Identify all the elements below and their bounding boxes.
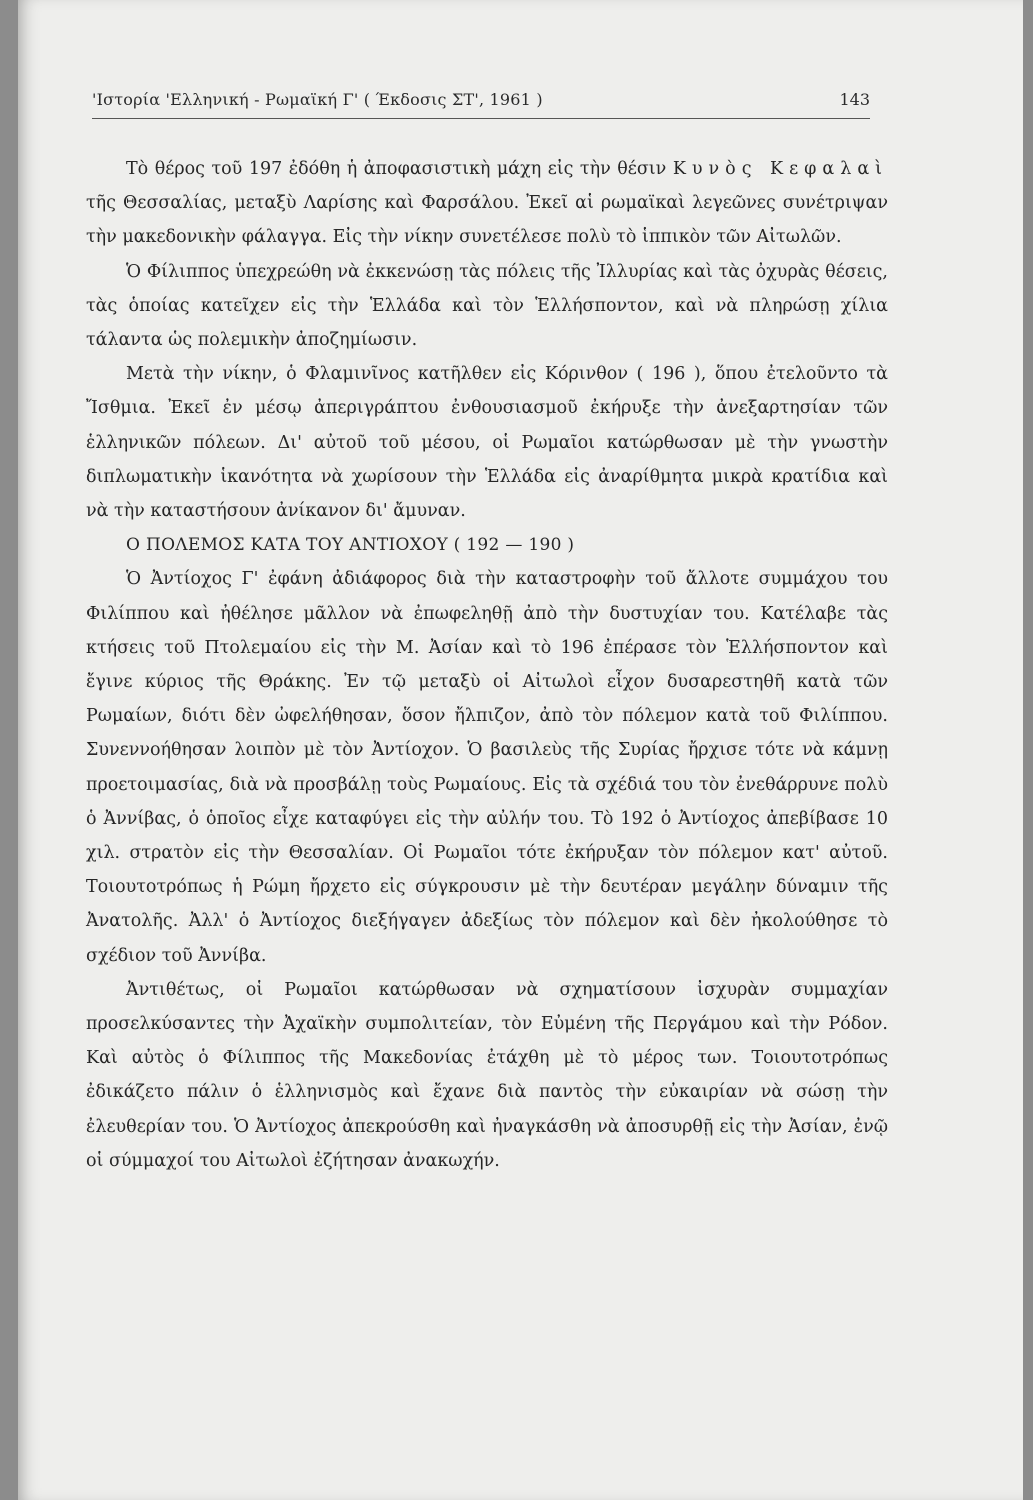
page-number: 143 [839,90,870,109]
running-header-title: 'Ιστορία 'Ελληνική - Ρωμαϊκή Γ' ( Έκδοσις ΣΤ', 1961 ) [92,90,543,109]
running-header [92,88,870,119]
paragraph-3: Μετὰ τὴν νίκην, ὁ Φλαμινῖνος κατῆλθεν εἰς Κόρινθον ( 196 ), ὅπου ἐτελοῦντο τὰ Ἴσθμια. Ἐκεῖ ἐν μέσῳ ἀπεριγράπτου ἐνθουσιασμοῦ ἐκήρυξε τὴν ἀνεξαρτησίαν τῶν ἑλληνικῶν πόλεων. Δι' αὐτοῦ τοῦ μέσου, οἱ Ρωμαῖοι κατώρθωσαν μὲ τὴν γνωστὴν διπλωματικὴν ἱκανότητα νὰ χωρίσουν τὴν Ἑλλάδα εἰς ἀναρίθμητα μικρὰ κρατίδια καὶ νὰ τὴν καταστήσουν ἀνίκανον δι' ἄμυναν. [86,364,888,522]
paragraph-1 [86,152,888,255]
body-text [86,152,888,1178]
paragraph-1-start: Τὸ θέρος τοῦ 197 ἐδόθη ἡ ἀποφασιστικὴ μάχη εἰς τὴν θέσιν [126,159,673,179]
book-page [18,0,1023,1500]
place-name-kynos-kephalai: Κυνὸς Κεφαλαὶ [672,159,888,179]
paragraph-1-end: τῆς Θεσσαλίας, μεταξὺ Λαρίσης καὶ Φαρσάλου. Ἐκεῖ αἱ ρωμαϊκαὶ λεγεῶνες συνέτριψαν τὴν μακεδονικὴν φάλαγγα. Εἰς τὴν νίκην συνετέλεσε πολὺ τὸ ἱππικὸν τῶν Αἰτωλῶν. [86,193,888,248]
paragraph-5: Ἀντιθέτως, οἱ Ρωμαῖοι κατώρθωσαν νὰ σχηματίσουν ἰσχυρὰν συμμαχίαν προσελκύσαντες τὴν Ἀχαϊκὴν συμπολιτείαν, τὸν Εὐμένη τῆς Περγάμου καὶ τὴν Ρόδον. Καὶ αὐτὸς ὁ Φίλιππος τῆς Μακεδονίας ἐτάχθη μὲ τὸ μέρος των. Τοιουτοτρόπως ἐδικάζετο πάλιν ὁ ἑλληνισμὸς καὶ ἔχανε διὰ παντὸς τὴν εὐκαιρίαν νὰ σώσῃ τὴν ἐλευθερίαν του. Ὁ Ἀντίοχος ἀπεκρούσθη καὶ ἠναγκάσθη νὰ ἀποσυρθῇ εἰς τὴν Ἀσίαν, ἐνῷ οἱ σύμμαχοί του Αἰτωλοὶ ἐζήτησαν ἀνακωχήν. [86,979,888,1171]
section-heading: Ο ΠΟΛΕΜΟΣ ΚΑΤΑ ΤΟΥ ΑΝΤΙΟΧΟΥ ( 192 — 190 ) [126,535,575,556]
paragraph-4: Ὁ Ἀντίοχος Γ' ἐφάνη ἀδιάφορος διὰ τὴν καταστροφὴν τοῦ ἄλλοτε συμμάχου του Φιλίππου καὶ ἠθέλησε μᾶλλον νὰ ἐπωφεληθῇ ἀπὸ τὴν δυστυχίαν του. Κατέλαβε τὰς κτήσεις τοῦ Πτολεμαίου εἰς τὴν Μ. Ἀσίαν καὶ τὸ 196 ἐπέρασε τὸν Ἑλλήσποντον καὶ ἔγινε κύριος τῆς Θράκης. Ἐν τῷ μεταξὺ οἱ Αἰτωλοὶ εἶχον δυσαρεστηθῆ κατὰ τῶν Ρωμαίων, διότι δὲν ὠφελήθησαν, ὅσον ἤλπιζον, ἀπὸ τὸν πόλεμον κατὰ τοῦ Φιλίππου. Συνεννοήθησαν λοιπὸν μὲ τὸν Ἀντίοχον. Ὁ βασιλεὺς τῆς Συρίας ἤρχισε τότε νὰ κάμνῃ προετοιμασίας, διὰ νὰ προσβάλῃ τοὺς Ρωμαίους. Εἰς τὰ σχέδιά του τὸν ἐνεθάρρυνε πολὺ ὁ Ἀννίβας, ὁ ὁποῖος εἶχε καταφύγει εἰς τὴν αὐλήν του. Τὸ 192 ὁ Ἀντίοχος ἀπεβίβασε 10 χιλ. στρατὸν εἰς τὴν Θεσσαλίαν. Οἱ Ρωμαῖοι τότε ἐκήρυξαν τὸν πόλεμον κατ' αὐτοῦ. Τοιουτοτρόπως ἡ Ρώμη ἤρχετο εἰς σύγκρουσιν μὲ τὴν δευτέραν μεγάλην δύναμιν τῆς Ἀνατολῆς. Ἀλλ' ὁ Ἀντίοχος διεξήγαγεν ἀδεξίως τὸν πόλεμον καὶ δὲν ἠκολούθησε τὸ σχέδιον τοῦ Ἀννίβα. [86,569,888,966]
paragraph-2: Ὁ Φίλιππος ὑπεχρεώθη νὰ ἐκκενώσῃ τὰς πόλεις τῆς Ἰλλυρίας καὶ τὰς ὀχυρὰς θέσεις, τὰς ὁποίας κατεῖχεν εἰς τὴν Ἑλλάδα καὶ τὸν Ἑλλήσποντον, καὶ νὰ πληρώσῃ χίλια τάλαντα ὡς πολεμικὴν ἀποζημίωσιν. [86,261,888,351]
